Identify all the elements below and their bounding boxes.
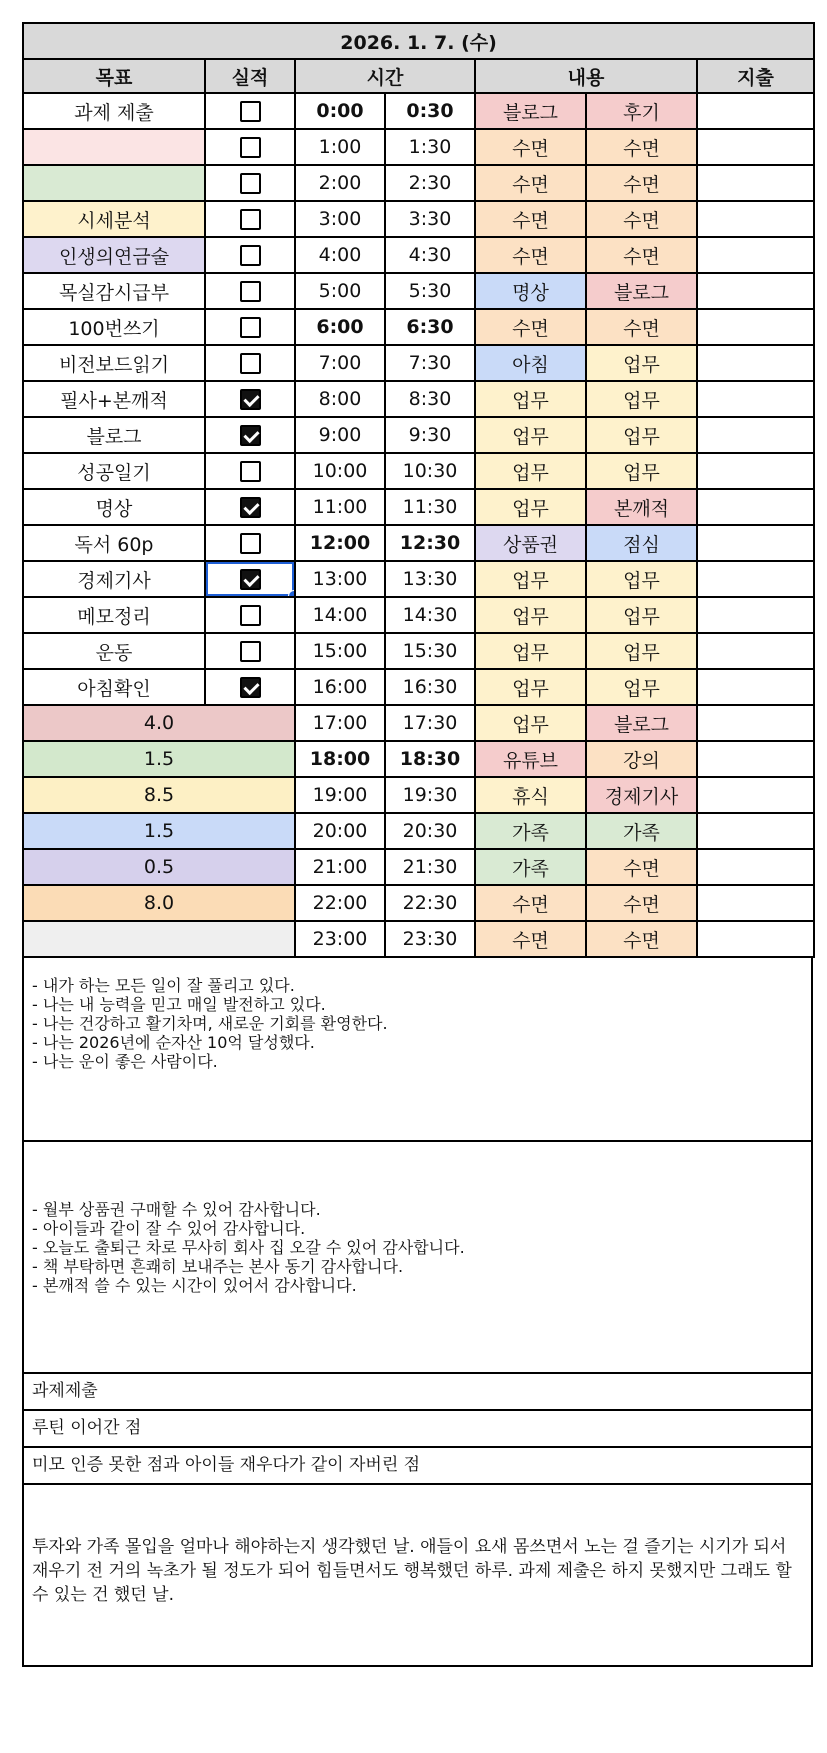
- schedule-row: [23, 165, 814, 201]
- content-second-half-cell[interactable]: 수면: [586, 201, 697, 237]
- content-second-half-cell[interactable]: 수면: [586, 849, 697, 885]
- time-start-cell: 17:00: [295, 705, 385, 741]
- checkbox-icon[interactable]: [240, 353, 261, 374]
- summary-hours-cell[interactable]: 8.5: [23, 777, 295, 813]
- summary-hours-cell[interactable]: 1.5: [23, 813, 295, 849]
- gratitude-section[interactable]: [22, 1142, 813, 1374]
- summary-hours-cell[interactable]: [23, 921, 295, 957]
- goal-cell[interactable]: [23, 129, 205, 165]
- done-cell[interactable]: [205, 381, 295, 417]
- content-second-half-cell[interactable]: 업무: [586, 453, 697, 489]
- time-end-cell: 18:30: [385, 741, 475, 777]
- done-cell[interactable]: [205, 309, 295, 345]
- checkbox-checked-icon[interactable]: [240, 677, 261, 698]
- time-start-cell: 22:00: [295, 885, 385, 921]
- content-first-half-cell[interactable]: 업무: [475, 453, 586, 489]
- content-first-half-cell[interactable]: 블로그: [475, 93, 586, 129]
- expense-cell[interactable]: [697, 129, 814, 165]
- content-first-half-cell[interactable]: 업무: [475, 381, 586, 417]
- time-start-cell: 15:00: [295, 633, 385, 669]
- goal-cell[interactable]: 성공일기: [23, 453, 205, 489]
- summary-hours-cell[interactable]: 0.5: [23, 849, 295, 885]
- time-end-cell: 19:30: [385, 777, 475, 813]
- time-start-cell: 0:00: [295, 93, 385, 129]
- goal-cell[interactable]: 과제 제출: [23, 93, 205, 129]
- time-start-cell: 11:00: [295, 489, 385, 525]
- schedule-row: [23, 381, 814, 417]
- done-cell[interactable]: [205, 93, 295, 129]
- time-end-cell: 8:30: [385, 381, 475, 417]
- content-second-half-cell[interactable]: 업무: [586, 669, 697, 705]
- goal-cell[interactable]: 시세분석: [23, 201, 205, 237]
- time-start-cell: 12:00: [295, 525, 385, 561]
- time-end-cell: 22:30: [385, 885, 475, 921]
- content-second-half-cell[interactable]: 경제기사: [586, 777, 697, 813]
- expense-cell[interactable]: [697, 345, 814, 381]
- header-goal: 목표: [23, 59, 205, 93]
- schedule-row: [23, 129, 814, 165]
- expense-cell[interactable]: [697, 489, 814, 525]
- done-cell[interactable]: [205, 273, 295, 309]
- goal-cell[interactable]: 100번쓰기: [23, 309, 205, 345]
- checkbox-checked-icon[interactable]: [240, 569, 261, 590]
- note-achievement[interactable]: 과제제출: [22, 1374, 813, 1411]
- time-end-cell: 17:30: [385, 705, 475, 741]
- schedule-row: [23, 741, 814, 777]
- goal-cell[interactable]: 독서 60p: [23, 525, 205, 561]
- time-start-cell: 16:00: [295, 669, 385, 705]
- time-end-cell: 20:30: [385, 813, 475, 849]
- checkbox-icon[interactable]: [240, 209, 261, 230]
- content-first-half-cell[interactable]: 아침: [475, 345, 586, 381]
- content-first-half-cell[interactable]: 수면: [475, 921, 586, 957]
- time-end-cell: 0:30: [385, 93, 475, 129]
- content-second-half-cell[interactable]: 업무: [586, 417, 697, 453]
- expense-cell[interactable]: [697, 381, 814, 417]
- schedule-row: [23, 849, 814, 885]
- done-cell[interactable]: [205, 525, 295, 561]
- goal-cell[interactable]: 경제기사: [23, 561, 205, 597]
- time-end-cell: 21:30: [385, 849, 475, 885]
- content-second-half-cell[interactable]: 수면: [586, 165, 697, 201]
- done-cell[interactable]: [205, 201, 295, 237]
- schedule-row: [23, 633, 814, 669]
- time-end-cell: 7:30: [385, 345, 475, 381]
- affirmation-line: - 나는 2026년에 순자산 10억 달성했다.: [32, 1033, 315, 1052]
- content-second-half-cell[interactable]: 강의: [586, 741, 697, 777]
- expense-cell[interactable]: [697, 849, 814, 885]
- schedule-row: [23, 489, 814, 525]
- content-second-half-cell[interactable]: 업무: [586, 633, 697, 669]
- diary-section[interactable]: 투자와 가족 몰입을 얼마나 해야하는지 생각했던 날. 애들이 요새 몸쓰면서 노는 걸 즐기는 시기가 되서 재우기 전 거의 녹초가 될 정도가 되어 힘들면서도 행복했던 하루. 과제 제출은 하지 못했지만 그래도 할 수 있는 건 했던 날.: [22, 1485, 813, 1667]
- expense-cell[interactable]: [697, 273, 814, 309]
- goal-cell[interactable]: 아침확인: [23, 669, 205, 705]
- expense-cell[interactable]: [697, 777, 814, 813]
- expense-cell[interactable]: [697, 885, 814, 921]
- gratitude-line: - 월부 상품권 구매할 수 있어 감사합니다.: [32, 1200, 321, 1219]
- done-cell[interactable]: [205, 453, 295, 489]
- expense-cell[interactable]: [697, 597, 814, 633]
- time-start-cell: 19:00: [295, 777, 385, 813]
- content-first-half-cell[interactable]: 업무: [475, 633, 586, 669]
- schedule-row: [23, 597, 814, 633]
- checkbox-icon[interactable]: [240, 641, 261, 662]
- header-time: 시간: [295, 59, 475, 93]
- done-cell[interactable]: [205, 417, 295, 453]
- time-end-cell: 3:30: [385, 201, 475, 237]
- time-start-cell: 6:00: [295, 309, 385, 345]
- goal-cell[interactable]: 메모정리: [23, 597, 205, 633]
- daily-planner-sheet: [22, 22, 813, 1667]
- time-start-cell: 7:00: [295, 345, 385, 381]
- done-cell[interactable]: [205, 165, 295, 201]
- time-end-cell: 6:30: [385, 309, 475, 345]
- time-start-cell: 21:00: [295, 849, 385, 885]
- schedule-row: [23, 813, 814, 849]
- time-end-cell: 11:30: [385, 489, 475, 525]
- summary-hours-cell[interactable]: 8.0: [23, 885, 295, 921]
- time-start-cell: 9:00: [295, 417, 385, 453]
- content-first-half-cell[interactable]: 수면: [475, 201, 586, 237]
- schedule-row: [23, 921, 814, 957]
- header-expense: 지출: [697, 59, 814, 93]
- time-end-cell: 14:30: [385, 597, 475, 633]
- goal-cell[interactable]: 블로그: [23, 417, 205, 453]
- time-end-cell: 16:30: [385, 669, 475, 705]
- time-start-cell: 3:00: [295, 201, 385, 237]
- schedule-row: [23, 237, 814, 273]
- content-first-half-cell[interactable]: 상품권: [475, 525, 586, 561]
- schedule-row: [23, 525, 814, 561]
- content-second-half-cell[interactable]: 수면: [586, 129, 697, 165]
- schedule-row: [23, 273, 814, 309]
- gratitude-line: - 오늘도 출퇴근 차로 무사히 회사 집 오갈 수 있어 감사합니다.: [32, 1238, 465, 1257]
- gratitude-line: - 아이들과 같이 잘 수 있어 감사합니다.: [32, 1219, 306, 1238]
- content-second-half-cell[interactable]: 업무: [586, 561, 697, 597]
- expense-cell[interactable]: [697, 453, 814, 489]
- content-second-half-cell[interactable]: 본깨적: [586, 489, 697, 525]
- time-end-cell: 1:30: [385, 129, 475, 165]
- time-end-cell: 12:30: [385, 525, 475, 561]
- time-end-cell: 23:30: [385, 921, 475, 957]
- expense-cell[interactable]: [697, 561, 814, 597]
- time-start-cell: 8:00: [295, 381, 385, 417]
- content-first-half-cell[interactable]: 업무: [475, 489, 586, 525]
- note-improvement[interactable]: 미모 인증 못한 점과 아이들 재우다가 같이 자버린 점: [22, 1448, 813, 1485]
- affirmation-line: - 나는 운이 좋은 사람이다.: [32, 1052, 218, 1071]
- content-first-half-cell[interactable]: 명상: [475, 273, 586, 309]
- expense-cell[interactable]: [697, 669, 814, 705]
- header-content: 내용: [475, 59, 697, 93]
- schedule-row: [23, 345, 814, 381]
- done-cell[interactable]: [205, 561, 295, 597]
- content-second-half-cell[interactable]: 후기: [586, 93, 697, 129]
- done-cell[interactable]: [205, 633, 295, 669]
- time-start-cell: 18:00: [295, 741, 385, 777]
- checkbox-icon[interactable]: [240, 173, 261, 194]
- content-second-half-cell[interactable]: 수면: [586, 885, 697, 921]
- expense-cell[interactable]: [697, 705, 814, 741]
- content-first-half-cell[interactable]: 휴식: [475, 777, 586, 813]
- content-second-half-cell[interactable]: 수면: [586, 309, 697, 345]
- goal-cell[interactable]: 비전보드읽기: [23, 345, 205, 381]
- checkbox-checked-icon[interactable]: [240, 425, 261, 446]
- content-first-half-cell[interactable]: 수면: [475, 885, 586, 921]
- time-end-cell: 15:30: [385, 633, 475, 669]
- time-start-cell: 4:00: [295, 237, 385, 273]
- affirmation-line: - 나는 내 능력을 믿고 매일 발전하고 있다.: [32, 995, 326, 1014]
- expense-cell[interactable]: [697, 237, 814, 273]
- content-second-half-cell[interactable]: 블로그: [586, 273, 697, 309]
- content-first-half-cell[interactable]: 업무: [475, 417, 586, 453]
- content-second-half-cell[interactable]: 점심: [586, 525, 697, 561]
- goal-cell[interactable]: 목실감시급부: [23, 273, 205, 309]
- content-first-half-cell[interactable]: 가족: [475, 813, 586, 849]
- schedule-row: [23, 669, 814, 705]
- checkbox-icon[interactable]: [240, 281, 261, 302]
- affirmation-line: - 내가 하는 모든 일이 잘 풀리고 있다.: [32, 976, 295, 995]
- gratitude-line: - 책 부탁하면 흔쾌히 보내주는 본사 동기 감사합니다.: [32, 1257, 404, 1276]
- schedule-row: [23, 561, 814, 597]
- schedule-row: [23, 309, 814, 345]
- affirmation-line: - 나는 건강하고 활기차며, 새로운 기회를 환영한다.: [32, 1014, 388, 1033]
- time-end-cell: 10:30: [385, 453, 475, 489]
- summary-hours-cell[interactable]: 1.5: [23, 741, 295, 777]
- content-first-half-cell[interactable]: 수면: [475, 129, 586, 165]
- schedule-row: [23, 93, 814, 129]
- time-start-cell: 13:00: [295, 561, 385, 597]
- time-end-cell: 5:30: [385, 273, 475, 309]
- checkbox-icon[interactable]: [240, 605, 261, 626]
- checkbox-icon[interactable]: [240, 461, 261, 482]
- gratitude-line: - 본깨적 쓸 수 있는 시간이 있어서 감사합니다.: [32, 1276, 357, 1295]
- content-first-half-cell[interactable]: 수면: [475, 309, 586, 345]
- expense-cell[interactable]: [697, 417, 814, 453]
- expense-cell[interactable]: [697, 201, 814, 237]
- checkbox-icon[interactable]: [240, 317, 261, 338]
- schedule-row: [23, 201, 814, 237]
- content-second-half-cell[interactable]: 블로그: [586, 705, 697, 741]
- schedule-row: [23, 885, 814, 921]
- content-second-half-cell[interactable]: 업무: [586, 597, 697, 633]
- schedule-row: [23, 705, 814, 741]
- goal-cell[interactable]: 인생의연금술: [23, 237, 205, 273]
- done-cell[interactable]: [205, 129, 295, 165]
- summary-hours-cell[interactable]: 4.0: [23, 705, 295, 741]
- time-start-cell: 1:00: [295, 129, 385, 165]
- goal-cell[interactable]: 명상: [23, 489, 205, 525]
- content-second-half-cell[interactable]: 수면: [586, 921, 697, 957]
- expense-cell[interactable]: [697, 165, 814, 201]
- content-first-half-cell[interactable]: 가족: [475, 849, 586, 885]
- goal-cell[interactable]: [23, 165, 205, 201]
- time-end-cell: 4:30: [385, 237, 475, 273]
- header-done: 실적: [205, 59, 295, 93]
- time-start-cell: 20:00: [295, 813, 385, 849]
- expense-cell[interactable]: [697, 309, 814, 345]
- done-cell[interactable]: [205, 669, 295, 705]
- expense-cell[interactable]: [697, 741, 814, 777]
- affirmation-section[interactable]: [22, 958, 813, 1142]
- content-first-half-cell[interactable]: 업무: [475, 705, 586, 741]
- content-second-half-cell[interactable]: 수면: [586, 237, 697, 273]
- time-start-cell: 14:00: [295, 597, 385, 633]
- expense-cell[interactable]: [697, 525, 814, 561]
- checkbox-icon[interactable]: [240, 101, 261, 122]
- checkbox-checked-icon[interactable]: [240, 497, 261, 518]
- goal-cell[interactable]: 운동: [23, 633, 205, 669]
- done-cell[interactable]: [205, 489, 295, 525]
- time-end-cell: 13:30: [385, 561, 475, 597]
- done-cell[interactable]: [205, 597, 295, 633]
- schedule-row: [23, 417, 814, 453]
- expense-cell[interactable]: [697, 921, 814, 957]
- checkbox-icon[interactable]: [240, 245, 261, 266]
- done-cell[interactable]: [205, 345, 295, 381]
- content-first-half-cell[interactable]: 업무: [475, 561, 586, 597]
- content-first-half-cell[interactable]: 업무: [475, 597, 586, 633]
- planner-table: [22, 22, 815, 958]
- content-second-half-cell[interactable]: 가족: [586, 813, 697, 849]
- date-title: 2026. 1. 7. (수): [23, 23, 814, 59]
- content-first-half-cell[interactable]: 업무: [475, 669, 586, 705]
- expense-cell[interactable]: [697, 813, 814, 849]
- checkbox-checked-icon[interactable]: [240, 389, 261, 410]
- note-good-point[interactable]: 루틴 이어간 점: [22, 1411, 813, 1448]
- time-start-cell: 10:00: [295, 453, 385, 489]
- time-start-cell: 5:00: [295, 273, 385, 309]
- time-start-cell: 23:00: [295, 921, 385, 957]
- checkbox-icon[interactable]: [240, 533, 261, 554]
- time-start-cell: 2:00: [295, 165, 385, 201]
- expense-cell[interactable]: [697, 93, 814, 129]
- content-first-half-cell[interactable]: 수면: [475, 165, 586, 201]
- content-second-half-cell[interactable]: 업무: [586, 381, 697, 417]
- time-end-cell: 2:30: [385, 165, 475, 201]
- content-second-half-cell[interactable]: 업무: [586, 345, 697, 381]
- content-first-half-cell[interactable]: 유튜브: [475, 741, 586, 777]
- checkbox-icon[interactable]: [240, 137, 261, 158]
- expense-cell[interactable]: [697, 633, 814, 669]
- schedule-row: [23, 453, 814, 489]
- time-end-cell: 9:30: [385, 417, 475, 453]
- done-cell[interactable]: [205, 237, 295, 273]
- schedule-row: [23, 777, 814, 813]
- content-first-half-cell[interactable]: 수면: [475, 237, 586, 273]
- goal-cell[interactable]: 필사+본깨적: [23, 381, 205, 417]
